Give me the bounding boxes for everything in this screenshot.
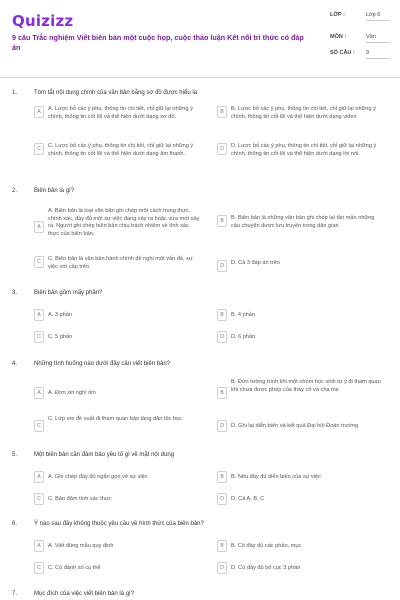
option-letter: A [34,540,44,552]
question-number: 1. [12,90,18,96]
meta-grade-value: Lớp 6 [366,12,390,21]
option-letter: C [34,493,44,505]
option-text: C. Bảo đảm tính xác thực [48,496,112,502]
option-letter: C [34,562,44,574]
option-text: A. Biên bản là loại văn bản ghi chép một cách trung thực, chính xác, đầy đủ một sự việc đang xảy ra hoặc vừa mới xảy ra. Người ghi chép biên bản chịu trách nhiệm về tính xác thực của biên bản. [48,208,200,238]
option-text: B. Có đầy đủ các phần, mục [231,543,302,549]
meta-count-value: 9 [366,50,390,59]
option-text: A. Lược bỏ các ý phụ, thông tin chi tiết, chỉ giữ lại những ý chính, thông tin cốt lõi và thể hiện dưới dạng sơ đồ. [48,106,193,120]
question-text: Ý nào sau đây không thuộc yêu cầu về hình thức của biên bản? [34,521,204,527]
question-text: Biên bản là gì? [34,188,75,194]
option-text: D. Lược bỏ các ý phụ, thông tin chi tiết, chỉ giữ lại những ý chính, thông tin cốt lõi và thể hiện dưới dạng lời nói. [231,143,377,157]
meta-grade-label: LỚP : [330,12,345,18]
question-number: 4. [12,361,18,367]
option-text: C. Biên bản là văn bản hành chính đề nghị một vấn đề, sự việc với cấp trên [48,256,193,270]
option-text: B. Nêu đầy đủ diễn biến của sự việc [231,474,321,480]
worksheet-meta [330,12,390,66]
option-text: C. Có đánh số cụ thể [48,565,101,571]
option-letter: C [34,143,44,155]
option-text: B. Lược bỏ các ý phụ, thông tin chi tiết, chỉ giữ lại những ý chính, thông tin cốt lõi và thể hiện dưới dạng video [231,106,376,120]
option-letter: D [217,331,227,343]
meta-count [330,50,390,66]
meta-subject-value: Văn [366,34,390,43]
question-text: Mục đích của việc viết biên bản là gì? [34,591,135,597]
option-text: C. 5 phần [48,334,73,340]
question-text: Những tình huống nào dưới đây cần viết biên bản? [34,361,171,367]
option-text: C. Lớp em đề xuất đi tham quan bảo tàng dân tộc học [48,416,182,422]
option-letter: B [217,215,227,227]
option-text: D. 6 phần [231,334,256,340]
option-letter: A [34,106,44,118]
question-text: Tóm tắt nội dung chính của văn bản bằng sơ đồ được hiểu là: [34,90,199,96]
option-letter: D [217,143,227,155]
option-letter: A [34,387,44,399]
option-text: B. 4 phần [231,312,255,318]
option-letter: C [34,256,44,268]
option-letter: D [217,493,227,505]
question-number: 7. [12,591,18,597]
option-text: C. Lược bỏ các ý phụ, thông tin chi tiết, chỉ giữ lại những ý chính, thông tin cốt lõi và thể hiện dưới dạng âm thanh. [48,143,194,157]
question-number: 2. [12,188,18,194]
option-text: D. Có đầy đủ bố cục 3 phần [231,565,301,571]
meta-count-label: SỐ CÂU : [330,50,355,56]
meta-subject [330,34,390,50]
option-text: B. Biên bản là những văn bản ghi chép lại tản mản những câu chuyện được lưu truyền trong dân gian [231,215,375,229]
option-letter: B [217,540,227,552]
option-text: A. Đơn xin nghỉ ốm [48,390,96,396]
meta-subject-label: MÔN : [330,34,347,40]
worksheet-header [0,0,400,78]
question-number: 6. [12,521,18,527]
option-text: A. Ghi chép đầy đủ ngắn gọn về sự việc [48,474,148,480]
option-text: B. Đơn tường trình khi một nhóm học sinh tự ý đi tham quan khi chưa được phép của thầy cô và cha mẹ [231,379,381,393]
worksheet-title: 9 câu Trắc nghiệm Viết biên bản một cuộc họp, cuộc thảo luận Kết nối tri thức có đáp án [12,33,304,53]
option-letter: B [217,309,227,321]
option-letter: B [217,106,227,118]
option-letter: A [34,309,44,321]
option-letter: B [217,471,227,483]
question-number: 3. [12,290,18,296]
meta-grade [330,12,390,34]
option-letter: D [217,260,227,272]
question-text: Một biên bản cần đảm bảo yêu tố gì về mặt nội dung [34,452,175,458]
option-letter: B [217,387,227,399]
option-letter: A [34,221,44,233]
option-letter: A [34,471,44,483]
quizizz-logo: Quizizz [12,12,74,30]
option-text: D. Cả 3 đáp án trên [231,260,280,266]
question-text: Biên bản gồm mấy phần? [34,290,103,296]
option-text: D. Cả A, B, C [231,496,265,502]
option-letter: C [34,420,44,432]
option-text: D. Ghi lại diễn biến và kết quả Đại hội Đoàn trường [231,423,359,429]
option-letter: D [217,562,227,574]
option-letter: C [34,331,44,343]
option-letter: D [217,420,227,432]
question-number: 5. [12,452,18,458]
option-text: A. 3 phần [48,312,72,318]
option-text: A. Viết đúng mẫu quy định [48,543,114,549]
